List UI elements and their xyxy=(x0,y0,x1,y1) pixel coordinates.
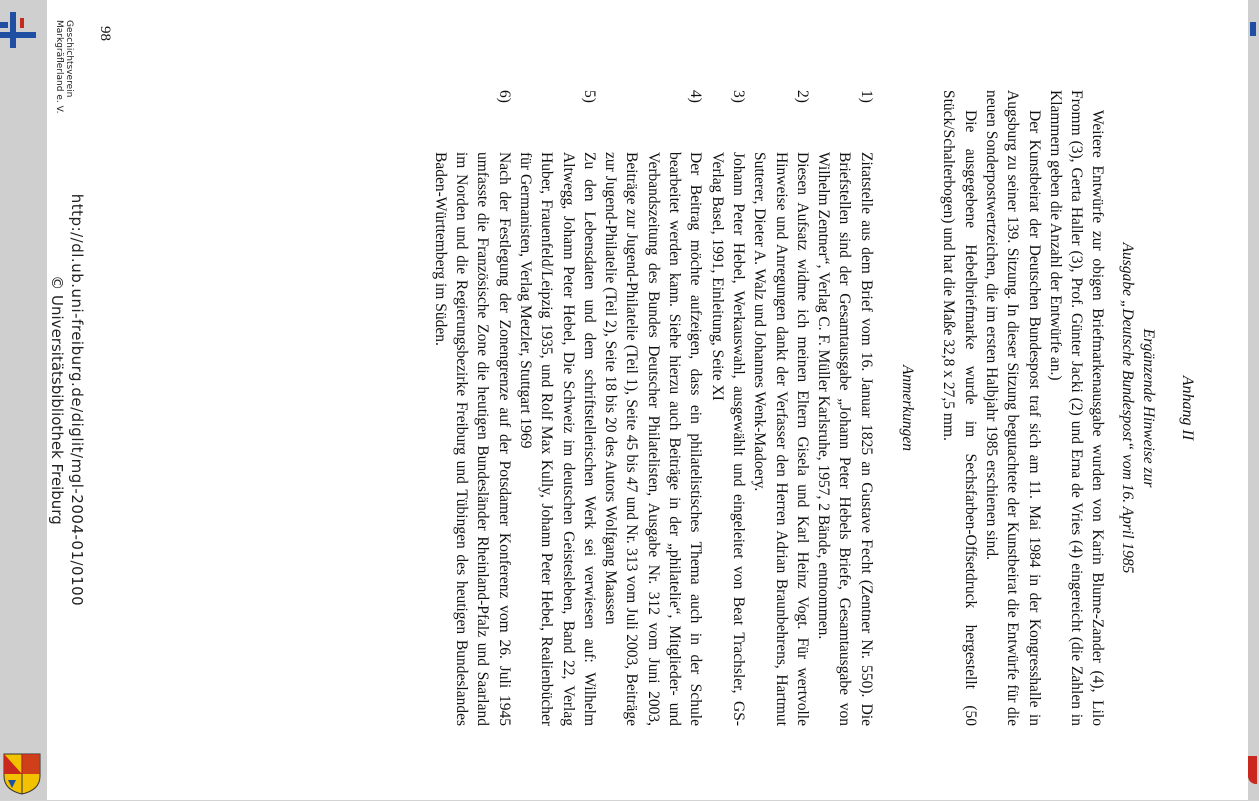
page-content xyxy=(430,90,1199,726)
right-logo-fragment-icon xyxy=(1250,22,1256,36)
footnote-text: Diesen Aufsatz widme ich meinen Eltern Gisela und Karl Heinz Vogt. Für wertvolle Hinweise und Anregungen dankt der Verfasser den Herren Adrian Braunbehrens, Hartmut Sutterer, Dieter A. Walz und Johannes Wenk-Madoery. xyxy=(751,152,811,726)
appendix-title: Anhang II xyxy=(1179,375,1196,441)
footnote xyxy=(706,90,749,726)
footnote xyxy=(515,90,600,726)
footnote-text: Zu den Lebensdaten und dem schriftstellerischen Werk sei verwiesen auf: Wilhelm Altwegg, Johann Peter Hebel, Die Schweiz im deutschen Geistesleben, Band 22, Verlag Huber, Frauenfeld/Leipzig 1935, und Rolf Max Kully, Johann Peter Hebel, Realienbücher für Germanisten, Verlag Metzler, Stuttgart 1969 xyxy=(516,152,598,726)
notes-heading: Anmerkungen xyxy=(899,364,917,452)
footnote-text: Zitatstelle aus dem Brief vom 16. Januar 1825 an Gustave Fecht (Zentner Nr. 550). Die Briefstellen sind der Gesamtausgabe „Johann Peter Hebels Briefe, Gesamtausgabe von Wilhelm Zentner“, Verlag C. F. Müller Karlsruhe, 1957, 2 Bände, entnommen. xyxy=(815,152,875,726)
footnote-text: Nach der Festlegung der Zonengrenze auf der Potsdamer Konferenz vom 26. Juli 1945 umfasste die Französische Zone die heutigen Bundesländer Rheinland-Pfalz und Saarland im Norden und die Regierungsbezirke Freiburg und Tübingen des heutigen Bundeslandes Baden-Württemberg im Süden. xyxy=(431,152,513,726)
appendix-subtitle-line2: Ausgabe „Deutsche Bundespost“ vom 16. April 1985 xyxy=(1118,242,1136,574)
body-paragraph: Weitere Entwürfe zur obigen Briefmarkenausgabe wurden von Karin Blume-Zander (4), Lilo Fromm (3), Gerta Haller (3), Prof. Günter Jacki (2) und Erna de Vries (4) eingereicht (die Zahlen in Klammern geben die Anzahl der Entwürfe an.) xyxy=(1046,90,1107,726)
footnote xyxy=(749,90,813,726)
right-viewer-gutter xyxy=(1248,0,1259,800)
ub-freiburg-logo xyxy=(0,12,40,52)
footer-org-line2: Markgräflerland e. V. xyxy=(54,20,64,114)
footnote-number: 5) xyxy=(580,90,598,103)
footnote-number: 6) xyxy=(495,90,513,103)
body-paragraph: Die ausgegebene Hebelbriefmarke wurde im Sechsfarben-Offsetdruck hergestellt (50 Stück/Schalterbogen) und hat die Maße 32,8 x 27,5 mm. xyxy=(940,90,979,726)
footnote-number: 1) xyxy=(857,90,875,103)
footer-org-line1: Geschichtsverein xyxy=(64,20,74,98)
footnote xyxy=(600,90,706,726)
footer-copyright: © Universitätsbibliothek Freiburg xyxy=(48,275,66,525)
digitization-footer xyxy=(47,0,88,800)
footer-organization xyxy=(54,20,74,113)
footnote-text: Der Beitrag möchte aufzeigen, dass ein philatelistisches Thema auch in der Schule bearbeitet werden kann. Siehe hierzu auch Beiträge in der „philatelie“, Mitglieder- und Verbandszeitung des Bundes Deutscher Philatelisten, Ausgabe Nr. 312 vom Juni 2003, Beiträge zur Jugend-Philatelie (Teil 1), Seite 45 bis 47 und Nr. 313 vom Juli 2003, Beiträge zur Jugend-Philatelie (Teil 2), Seite 18 bis 20 des Autors Wolfgang Maassen xyxy=(602,152,705,726)
footnote xyxy=(430,90,515,726)
geschichtsverein-crest-icon xyxy=(2,752,42,796)
footnote-number: 4) xyxy=(687,90,705,103)
footer-url-link[interactable]: http://dl.ub.uni-freiburg.de/diglit/mgl-2004-01/0100 xyxy=(68,193,86,607)
page-number: 98 xyxy=(97,26,113,41)
body-paragraph: Der Kunstbeirat der Deutschen Bundespost traf sich am 11. Mai 1984 in der Kongresshalle in Augsburg zu seiner 139. Sitzung. In dieser Sitzung begutachtete der Kunstbeirat die Entwürfe für die neuen Sonderpostwertzeichen, die im ersten Halbjahr 1985 erschienen sind. xyxy=(982,90,1043,726)
footnote-number: 2) xyxy=(793,90,811,103)
footnote-number: 3) xyxy=(729,90,747,103)
footnote xyxy=(813,90,877,726)
footnote-text: Johann Peter Hebel, Werkauswahl, ausgewählt und eingeleitet von Beat Trachsler, GS-Verlag Basel, 1991, Einleitung, Seite XI xyxy=(708,152,747,726)
appendix-subtitle-line1: Ergänzende Hinweise zur xyxy=(1140,328,1157,488)
document-page xyxy=(47,0,1248,800)
right-crest-fragment-icon xyxy=(1248,756,1257,784)
left-viewer-gutter xyxy=(0,0,47,800)
